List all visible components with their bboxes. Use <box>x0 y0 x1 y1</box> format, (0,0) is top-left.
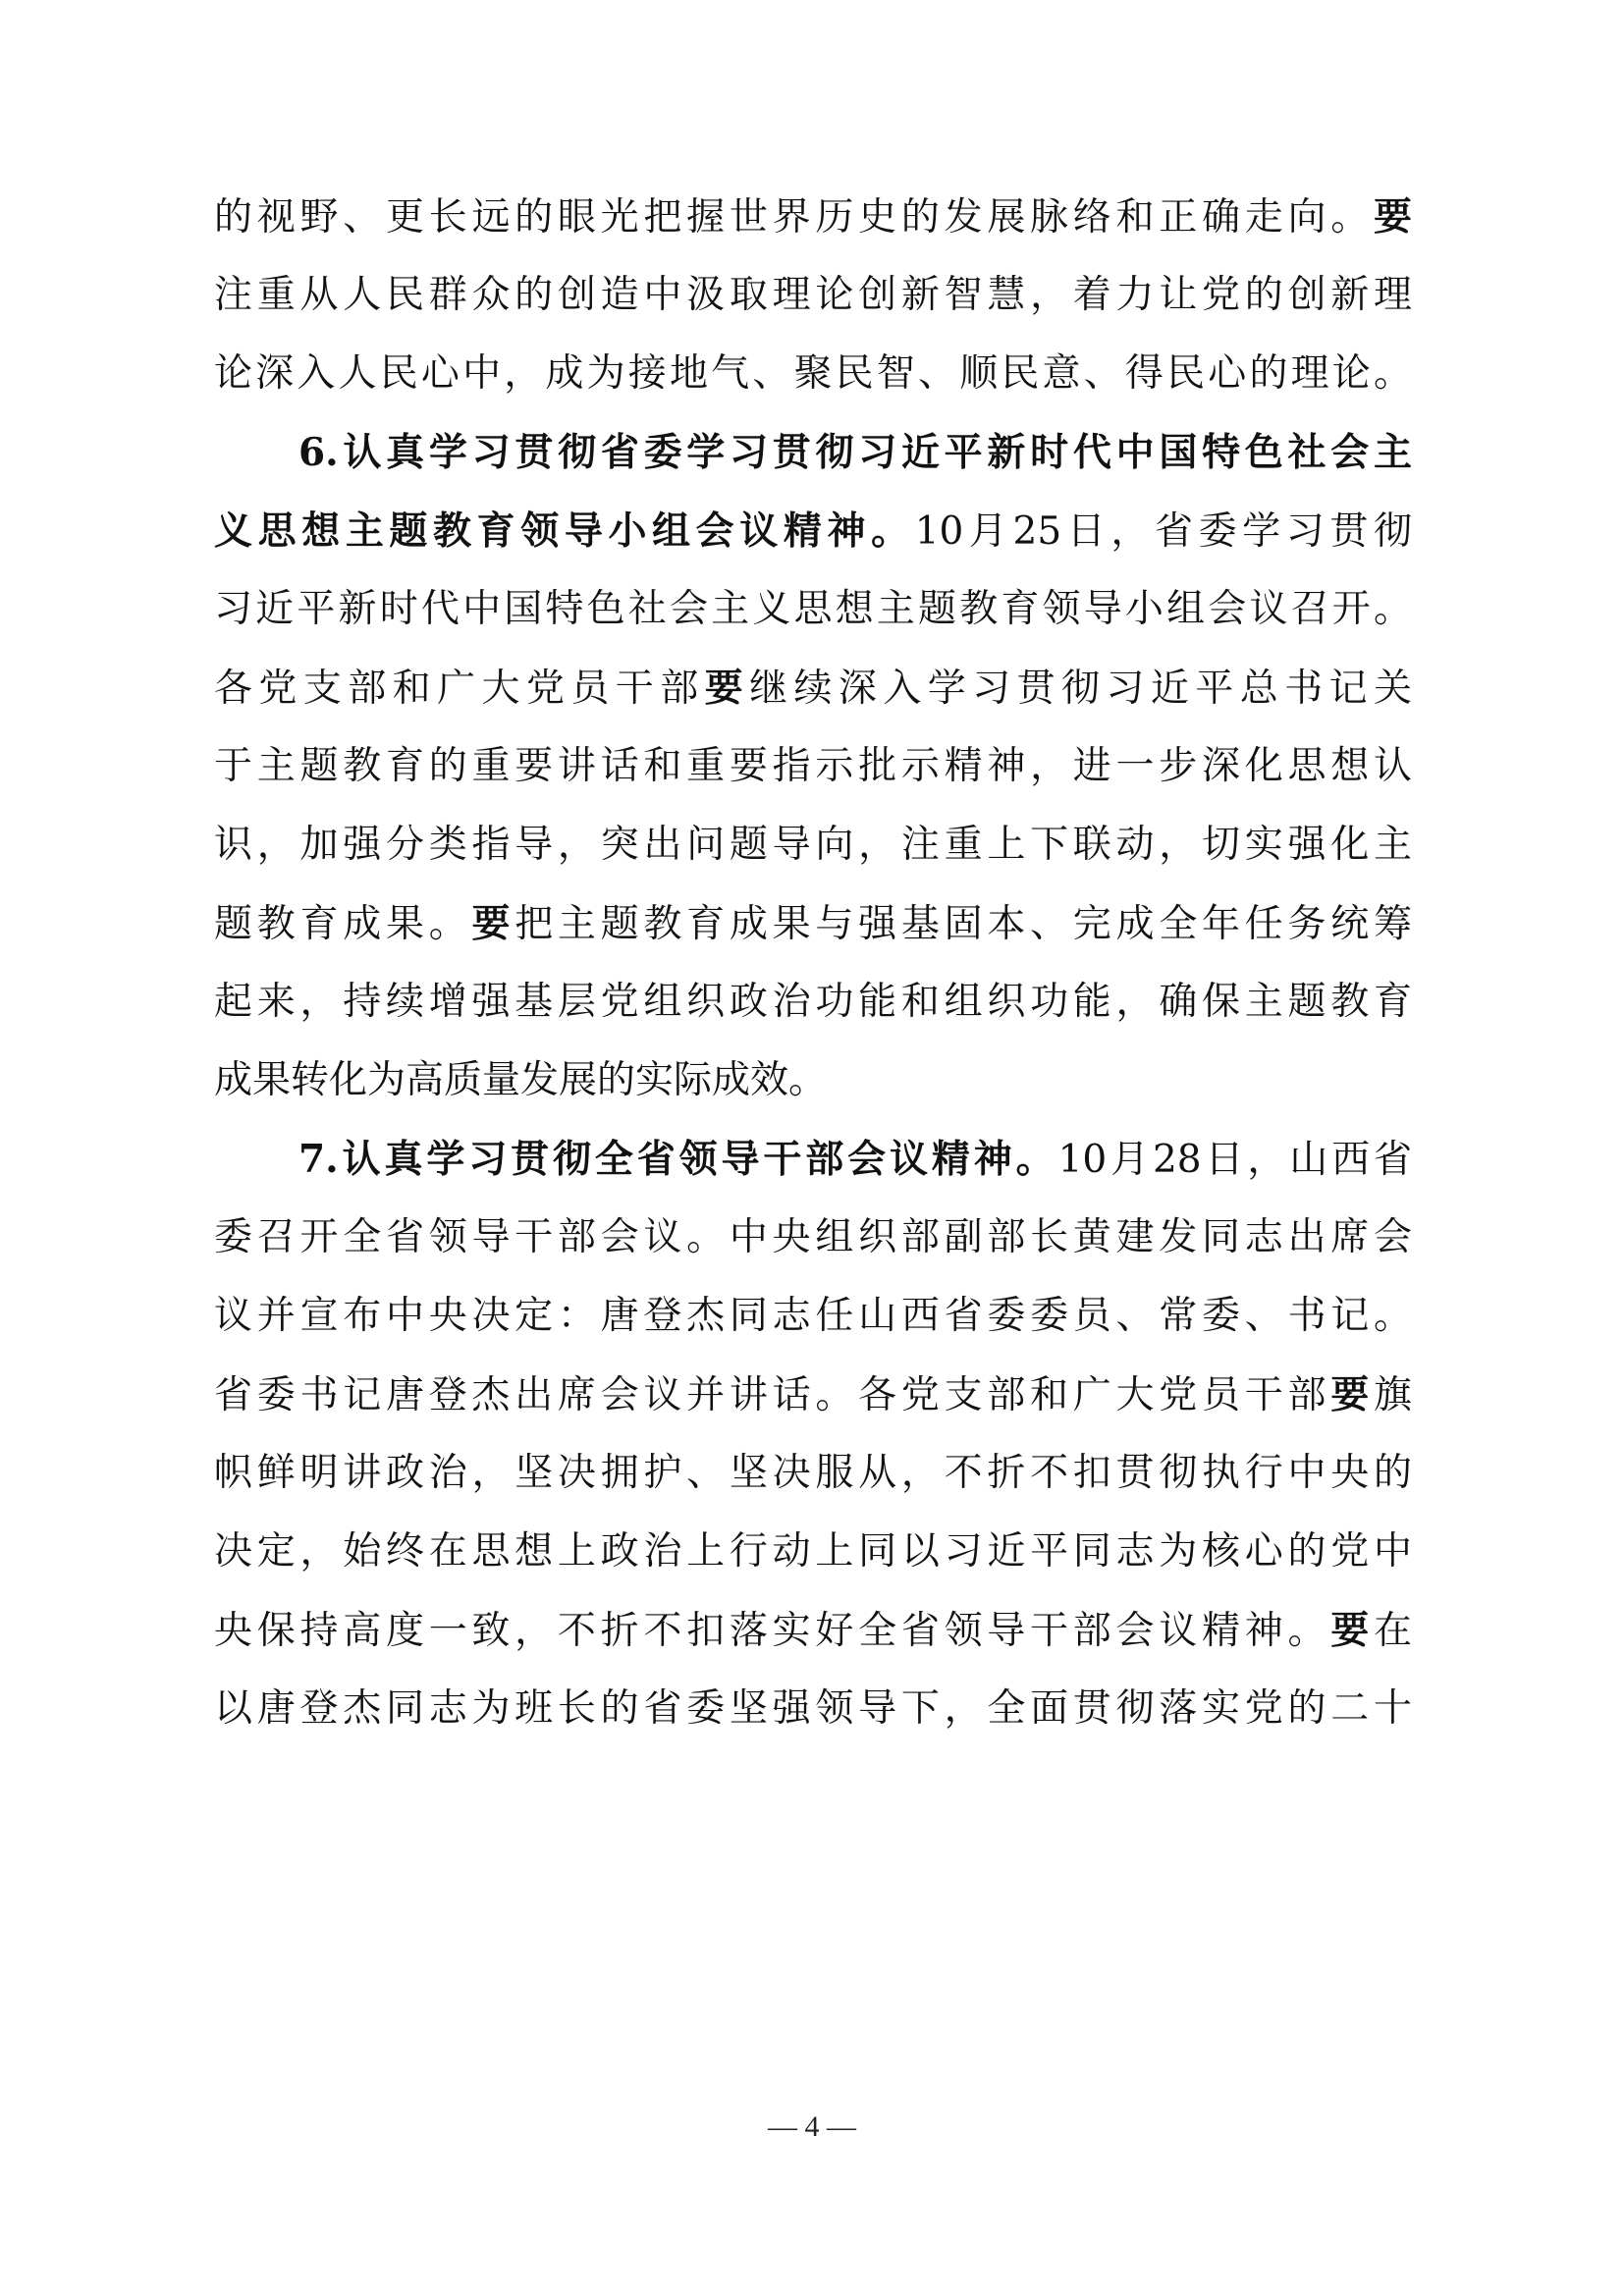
page-number: — 4 — <box>768 2110 856 2143</box>
text-span: 省委书记唐登杰出席会议并讲话。各党支部和广大党员干部 <box>214 1373 1331 1417</box>
text-line-20: 以唐登杰同志为班长的省委坚强领导下，全面贯彻落实党的二十 <box>214 1686 1412 1731</box>
text-span: 继续深入学习贯彻习近平总书记关 <box>749 667 1412 711</box>
text-line-7 <box>214 664 1412 714</box>
bold-text-span: 要 <box>1373 194 1412 240</box>
text-line-2: 注重从人民群众的创造中汲取理论创新智慧，着力让党的创新理 <box>214 273 1412 317</box>
text-span: 10月28日，山西省 <box>1057 1138 1412 1182</box>
text-line-5 <box>214 507 1412 557</box>
bold-text-span: 义思想主题教育领导小组会议精神。 <box>214 508 915 554</box>
text-span: 央保持高度一致，不折不扣落实好全省领导干部会议精神。 <box>214 1609 1331 1653</box>
text-line-16 <box>214 1370 1412 1420</box>
text-line-13 <box>298 1135 1412 1185</box>
text-span: 题教育成果。 <box>214 902 472 946</box>
text-line-11: 起来，持续增强基层党组织政治功能和组织功能，确保主题教育 <box>214 980 1412 1024</box>
text-span: 在 <box>1373 1609 1412 1653</box>
text-line-19 <box>214 1606 1412 1656</box>
bold-text-span: 要 <box>1330 1372 1374 1417</box>
bold-text-span: 要 <box>471 901 515 946</box>
text-span: 把主题教育成果与强基固本、完成全年任务统筹 <box>514 902 1412 946</box>
text-span: 10月25日，省委学习贯彻 <box>914 509 1412 554</box>
text-line-4: 6.认真学习贯彻省委学习贯彻习近平新时代中国特色社会主 <box>298 430 1412 475</box>
text-line-15: 议并宣布中央决定：唐登杰同志任山西省委委员、常委、书记。 <box>214 1294 1412 1338</box>
text-line-8: 于主题教育的重要讲话和重要指示批示精神，进一步深化思想认 <box>214 744 1412 788</box>
text-line-18: 决定，始终在思想上政治上行动上同以习近平同志为核心的党中 <box>214 1529 1412 1574</box>
text-line-3: 论深入人民心中，成为接地气、聚民智、顺民意、得民心的理论。 <box>214 351 1412 396</box>
text-line-14: 委召开全省领导干部会议。中央组织部副部长黄建发同志出席会 <box>214 1215 1412 1259</box>
text-line-17: 帜鲜明讲政治，坚决拥护、坚决服从，不折不扣贯彻执行中央的 <box>214 1451 1412 1495</box>
text-line-1 <box>214 192 1412 242</box>
text-span: 旗 <box>1373 1373 1412 1417</box>
text-line-12: 成果转化为高质量发展的实际成效。 <box>214 1058 828 1102</box>
text-span: 各党支部和广大党员干部 <box>214 667 705 711</box>
text-line-10 <box>214 899 1412 949</box>
text-line-6: 习近平新时代中国特色社会主义思想主题教育领导小组会议召开。 <box>214 587 1412 631</box>
bold-text-span: 要 <box>1330 1608 1374 1653</box>
bold-text-span: 7.认真学习贯彻全省领导干部会议精神。 <box>298 1137 1058 1182</box>
text-line-9: 识，加强分类指导，突出问题导向，注重上下联动，切实强化主 <box>214 823 1412 867</box>
bold-text-span: 要 <box>704 666 750 711</box>
text-span: 的视野、更长远的眼光把握世界历史的发展脉络和正确走向。 <box>214 195 1374 240</box>
